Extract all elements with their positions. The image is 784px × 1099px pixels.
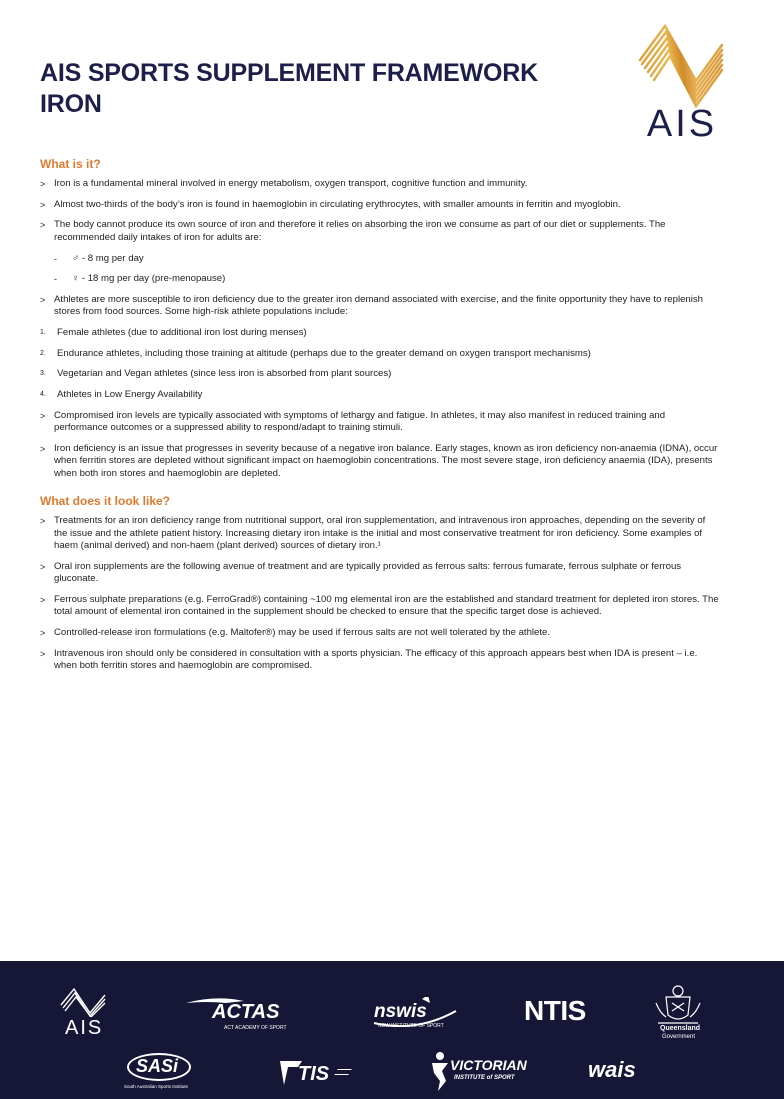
nswis-text: nswis (374, 1001, 427, 1022)
section-heading-what-is-it: What is it? (40, 157, 101, 171)
queensland-crest-icon (648, 983, 708, 1025)
title-line-2: IRON (40, 90, 102, 118)
partner-logos-footer (0, 961, 784, 1099)
list-item (40, 199, 720, 211)
list-item (40, 594, 720, 619)
sasi-text: SASi (136, 1056, 179, 1076)
list-item-text: Intravenous iron should only be considered in consultation with a sports physician. The efficacy of this approach appears best when IDA is present – i.e. when both ferritin stores and haemoglobin are compromised. (54, 647, 698, 672)
numbered-list-item (40, 348, 720, 360)
list-item (40, 515, 720, 552)
list-marker: > (40, 294, 46, 305)
sasi-subtitle: South Australian Sports Institute (124, 1084, 189, 1089)
vis-text-line1: VICTORIAN (450, 1057, 527, 1073)
list-marker: 2. (40, 349, 46, 357)
tis-text: TIS (298, 1063, 330, 1085)
government-text: Government (662, 1034, 696, 1040)
numbered-list-item (40, 389, 720, 401)
list-marker: 3. (40, 370, 46, 378)
nswis-subtitle: NSW INSTITUTE OF SPORT (378, 1023, 444, 1029)
main-content (40, 156, 720, 681)
list-item-text: Controlled-release iron formulations (e.g. Maltofer®) may be used if ferrous salts are not well tolerated by the athlete. (54, 626, 551, 638)
list-item-text: Ferrous sulphate preparations (e.g. FerroGrad®) containing ~100 mg elemental iron are the established and standard treatment for depleted iron stores. The total amount of elemental iron contained in the supplement should be checked to ensure that the specific target dose is achieved. (54, 593, 719, 618)
sasi-logo (124, 1053, 194, 1093)
list-item-text: Oral iron supplements are the following avenue of treatment and are typically provided as ferrous salts: ferrous fumarate, ferrous sulphate or ferrous gluconate. (54, 560, 682, 585)
list-item (40, 219, 720, 244)
section-heading-what-does-it-look-like: What does it look like? (40, 494, 171, 509)
list-marker: 4. (40, 391, 46, 399)
list-marker: > (40, 516, 46, 527)
sub-list-item (40, 253, 720, 265)
tis-logo (278, 1059, 358, 1089)
sub-list-item (40, 273, 720, 285)
list-marker: > (40, 199, 46, 210)
numbered-list-item (40, 327, 720, 339)
what-does-it-look-like-list (40, 515, 720, 672)
list-item-text: Iron is a fundamental mineral involved in energy metabolism, oxygen transport, cognitive function and immunity. (54, 178, 528, 189)
list-marker: > (40, 561, 46, 572)
list-marker: - (54, 253, 57, 264)
ais-footer-text: AIS (65, 1017, 104, 1039)
victorian-institute-of-sport-logo (428, 1051, 528, 1095)
list-item-text: Female athletes (due to additional iron lost during menses) (57, 327, 307, 339)
vis-text-line2: INSTITUTE of SPORT (454, 1075, 515, 1081)
list-marker: > (40, 594, 46, 605)
list-item-text: Iron deficiency is an issue that progresses in severity because of a negative iron balance. Early stages, known as iron deficiency non-anaemia (IDNA), occur when ferritin stores are depleted without significant impact on haemoglobin concentrations. The most severe stage, iron deficiency anaemia (IDA), presents when both iron stores and haemoglobin are depleted. (54, 442, 718, 479)
wais-logo: wais (588, 1057, 636, 1082)
list-marker: > (40, 627, 46, 638)
list-item-text: ♀ - 18 mg per day (pre-menopause) (72, 273, 226, 285)
list-marker: > (40, 410, 46, 421)
actas-text: ACTAS (212, 1001, 280, 1023)
list-item (40, 294, 720, 319)
actas-logo (186, 995, 296, 1035)
vis-athlete-icon (428, 1051, 452, 1093)
what-is-it-list (40, 178, 720, 480)
list-marker: > (40, 179, 46, 189)
ais-ribbon-white-icon (58, 987, 108, 1017)
list-item-text: Almost two-thirds of the body’s iron is found in haemoglobin in circulating erythrocytes, with smaller amounts in ferritin and myoglobin. (54, 198, 621, 210)
ais-logo (636, 24, 728, 144)
list-item-text: Athletes are more susceptible to iron deficiency due to the greater iron demand associated with exercise, and the finite opportunity they have to replenish stores from food sources. Some high-risk athlete populations include: (54, 293, 704, 318)
list-marker: > (40, 220, 46, 231)
actas-subtitle: ACT ACADEMY OF SPORT (224, 1025, 287, 1031)
ais-ribbon-icon (636, 24, 728, 108)
list-item (40, 178, 720, 190)
list-item (40, 627, 720, 639)
list-item (40, 410, 720, 435)
list-item-text: The body cannot produce its own source of iron and therefore it relies on absorbing the iron we consume as part of our diet or supplements. The recommended daily intakes of iron for adults are: (54, 219, 666, 243)
tis-stripes (334, 1069, 351, 1075)
list-marker: 1. (40, 329, 46, 337)
list-item-text: Treatments for an iron deficiency range from nutritional support, oral iron supplementation, and intravenous iron approaches, depending on the severity of the issue and the athlete patient history. Increasing dietary iron intake is the initial and most conservative treatment for iron deficiency. Some examples of haem (animal derived) and non-haem (plant derived) sources of dietary iron.¹ (54, 515, 706, 551)
list-marker: - (54, 274, 57, 285)
ais-logo-text: AIS (646, 103, 718, 145)
list-item-text: ♂ - 8 mg per day (72, 252, 144, 264)
list-item (40, 648, 720, 673)
list-marker: > (40, 648, 46, 659)
list-item-text: Athletes in Low Energy Availability (57, 389, 203, 401)
ais-footer-logo (58, 987, 110, 1041)
title-line-1: AIS SPORTS SUPPLEMENT FRAMEWORK (40, 59, 538, 87)
nswis-logo (370, 997, 460, 1033)
ntis-logo: NTIS (524, 995, 586, 1026)
list-item (40, 561, 720, 586)
numbered-list-item (40, 368, 720, 380)
list-item-text: Compromised iron levels are typically associated with symptoms of lethargy and fatigue. In athletes, it may also manifest in reduced training and performance outcomes or a suppressed ability to respond/adapt to training stimuli. (54, 409, 666, 434)
list-marker: > (40, 443, 46, 454)
queensland-government-logo (648, 983, 708, 1043)
page-title (40, 58, 538, 120)
queensland-text: Queensland (660, 1025, 701, 1032)
list-item (40, 443, 720, 480)
list-item-text: Endurance athletes, including those training at altitude (perhaps due to the greater demand on oxygen transport mechanisms) (57, 347, 591, 359)
list-item-text: Vegetarian and Vegan athletes (since less iron is absorbed from plant sources) (57, 368, 392, 380)
